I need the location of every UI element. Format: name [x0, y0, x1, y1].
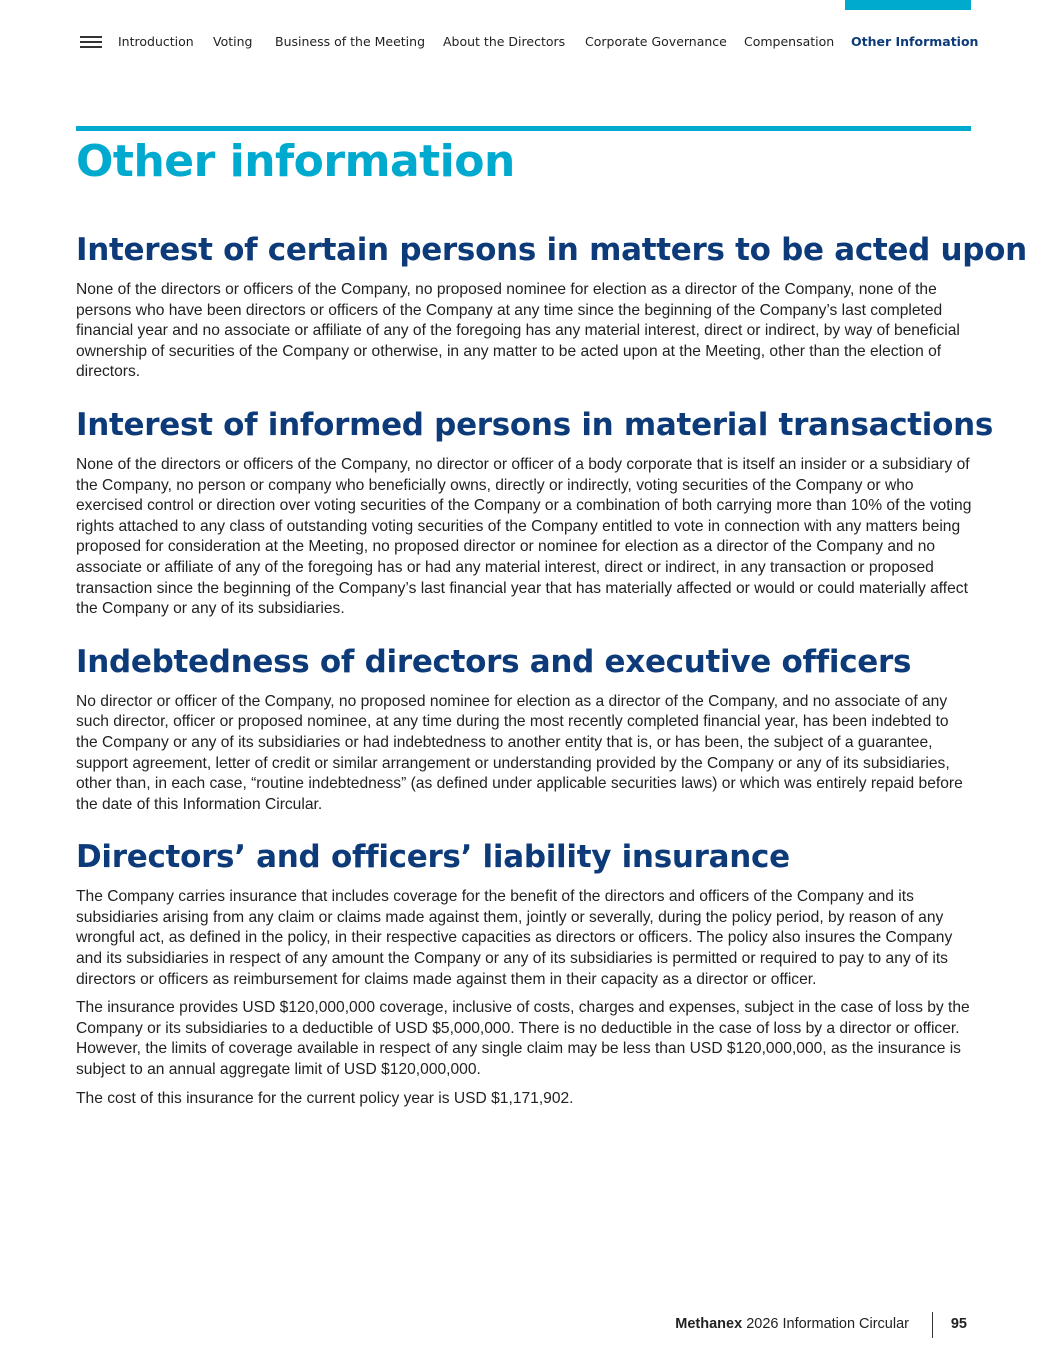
footer-brand: Methanex — [675, 1316, 743, 1332]
section-interest-of-certain-persons — [76, 232, 1027, 383]
nav-business-of-the-meeting[interactable]: Business of the Meeting — [275, 34, 425, 49]
page-footer — [600, 1312, 971, 1338]
section-paragraph: The insurance provides USD $120,000,000 coverage, inclusive of costs, charges and expenses, subject in the case of loss by the Company or its subsidiaries to a deductible of USD $5,000,000. There is no deductible in the case of loss by a director or officer. However, the limits of coverage available in respect of any single claim may be less than USD $120,000,000, as the insurance is subject to an annual aggregate limit of USD $120,000,000. — [76, 999, 970, 1079]
section-paragraph: None of the directors or officers of the Company, no proposed nominee for election as a director of the Company, none of the persons who have been directors or officers of the Company at any time since the beginning of the Company’s last completed financial year and no associate or affiliate of any of the foregoing has any material interest, direct or indirect, by way of beneficial ownership of securities of the Company or otherwise, in any matter to be acted upon at the Meeting, other than the election of directors. — [76, 281, 960, 381]
page-number: 95 — [950, 1316, 967, 1332]
title-rule — [76, 126, 971, 131]
section-heading: Indebtedness of directors and executive officers — [76, 643, 912, 680]
section-indebtedness — [76, 644, 972, 816]
section-heading: Interest of informed persons in material transactions — [76, 406, 994, 443]
nav-about-the-directors[interactable]: About the Directors — [443, 34, 566, 49]
section-interest-of-informed-persons — [76, 406, 994, 620]
section-paragraph: None of the directors or officers of the Company, no director or officer of a body corporate that is itself an insider or a subsidiary of the Company, no person or company who beneficially owns, directly or indirectly, voting securities of the Company or who exercised control or direction over voting securities of the Company or a combination of both carrying more than 10% of the voting rights attached to any class of outstanding voting securities of the Company entitled to vote in connection with any matters being proposed for consideration at the Meeting, no proposed director or nominee for election as a director of the Company and no associate or affiliate of any of the foregoing has or had any material interest, direct or indirect, in any transaction or proposed transaction since the beginning of the Company’s last financial year that has materially affected or would or could materially affect the Company or any of its subsidiaries. — [76, 455, 972, 618]
section-liability-insurance — [76, 839, 972, 1109]
section-heading: Interest of certain persons in matters to be acted upon — [76, 232, 1027, 268]
section-paragraph: No director or officer of the Company, no proposed nominee for election as a director of the Company, and no associate of any such director, officer or proposed nominee, at any time during the most recently completed financial year, has been indebted to the Company or any of its subsidiaries or had indebtedness to another entity that is, or has been, the subject of a guarantee, support agreement, letter of credit or similar arrangement or understanding provided by the Company or any of its subsidiaries, other than, in each case, “routine indebtedness” (as defined under applicable securities laws) or which was entirely repaid before the date of this Information Circular. — [76, 692, 963, 813]
active-section-indicator — [845, 0, 971, 10]
nav-introduction[interactable]: Introduction — [118, 34, 194, 49]
hamburger-menu-icon[interactable] — [80, 36, 102, 50]
main-content — [76, 232, 1027, 1133]
section-paragraph: The cost of this insurance for the current policy year is USD $1,171,902. — [76, 1089, 574, 1107]
section-paragraph: The Company carries insurance that includes coverage for the benefit of the directors and officers of the Company and its subsidiaries arising from any claim or claims made against them, jointly or severally, during the policy period, by reason of any wrongful act, as defined in the policy, in their respective capacities as directors or officers. The policy also insures the Company and its subsidiaries in respect of any amount the Company or any of its subsidiaries is permitted or required to pay to any of its directors or officers as reimbursement for claims made against them in their capacity as a director or officer. — [76, 888, 953, 988]
nav-corporate-governance[interactable]: Corporate Governance — [585, 34, 727, 49]
top-navigation — [80, 32, 980, 52]
footer-document-title — [675, 1316, 909, 1332]
nav-other-information[interactable]: Other Information — [851, 34, 979, 49]
nav-voting[interactable]: Voting — [213, 34, 253, 49]
page-title: Other information — [76, 136, 515, 187]
nav-compensation[interactable]: Compensation — [744, 34, 835, 49]
footer-doc-title: 2026 Information Circular — [746, 1316, 909, 1332]
section-heading: Directors’ and officers’ liability insurance — [76, 839, 790, 876]
footer-divider — [932, 1312, 933, 1338]
